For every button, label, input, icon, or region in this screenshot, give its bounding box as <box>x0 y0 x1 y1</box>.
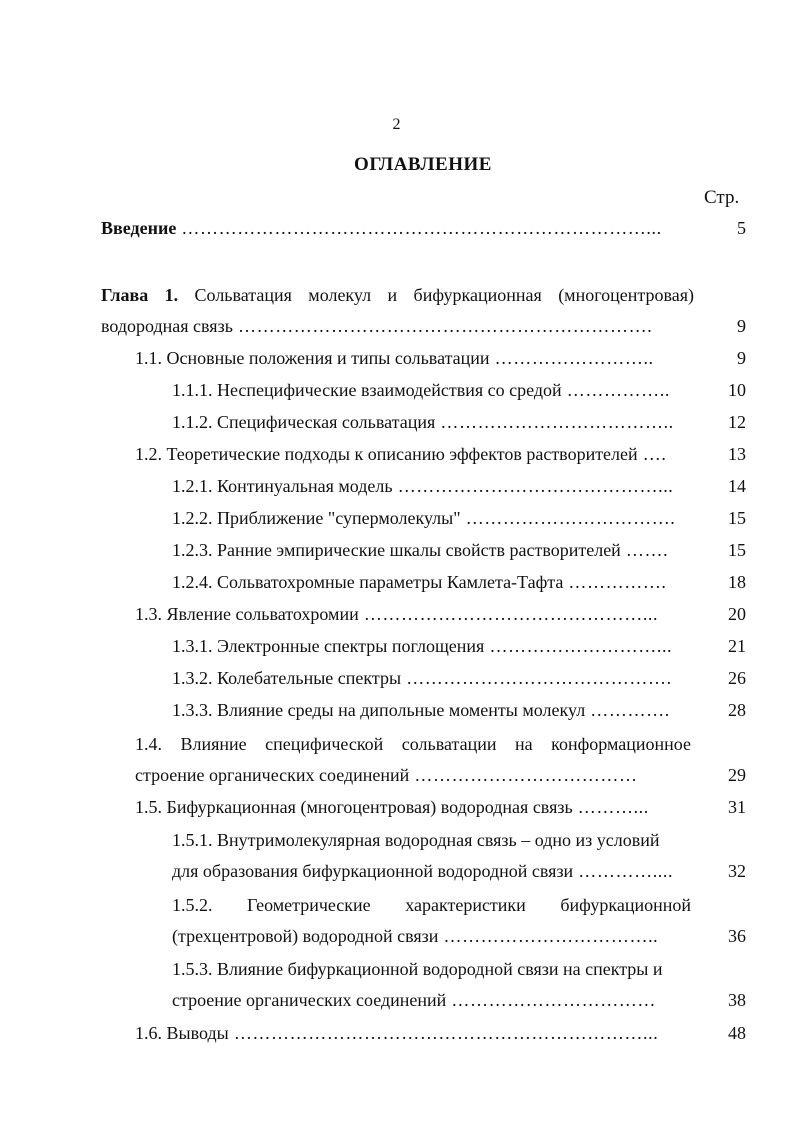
toc-page-number: 9 <box>737 348 746 368</box>
toc-page-number: 48 <box>728 1023 746 1043</box>
toc-page-number: 26 <box>728 668 746 688</box>
toc-entry-1-6 <box>135 1020 697 1046</box>
toc-entry-text: 1.5. Бифуркационная (многоцентровая) водородная связь <box>135 797 573 817</box>
toc-entry-1-1 <box>135 345 695 371</box>
toc-leader-dots: …………. <box>585 700 670 720</box>
toc-entry-1-5-1 <box>172 827 697 853</box>
toc-entry-introduction <box>101 215 701 241</box>
toc-entry-1-5 <box>135 794 697 820</box>
toc-page-number: 21 <box>728 636 746 656</box>
toc-page-number: 15 <box>728 540 746 560</box>
toc-entry-1-5-3-cont <box>172 987 697 1013</box>
toc-entry-1-2-4 <box>172 569 697 595</box>
toc-leader-dots: ………………………... <box>484 636 673 656</box>
toc-leader-dots: ………………………………………... <box>358 604 659 624</box>
toc-entry-text: Сольватация молекул и бифуркационная (многоцентровая) <box>194 285 694 305</box>
toc-entry-1-5-1-cont <box>172 858 697 884</box>
toc-entry-text: 1.2.1. Континуальная модель <box>172 476 393 496</box>
toc-entry-text: Введение <box>101 218 177 238</box>
toc-entry-text: 1.2. Теоретические подходы к описанию эффектов растворителей <box>135 444 638 464</box>
toc-entry-1-5-2-cont <box>172 923 697 949</box>
toc-entry-text: (трехцентровой) водородной связи <box>172 926 439 946</box>
toc-entry-text: 1.1. Основные положения и типы сольватации <box>135 348 490 368</box>
toc-entry-text: 1.5.2. Геометрические характеристики бифуркационной <box>172 895 691 915</box>
toc-page-number: 32 <box>728 861 746 881</box>
toc-leader-dots: …………………….. <box>489 348 654 368</box>
toc-entry-text: 1.3.2. Колебательные спектры <box>172 668 402 688</box>
toc-entry-1-2-2 <box>172 505 697 531</box>
toc-entry-1-1-1 <box>172 377 697 403</box>
toc-leader-dots: …………………………………………………………………... <box>176 218 662 238</box>
toc-entry-text: 1.3. Явление сольватохромии <box>135 604 359 624</box>
toc-page-number: 29 <box>728 765 746 785</box>
toc-leader-dots: ……………………………………... <box>392 476 674 496</box>
toc-entry-text: 1.5.1. Внутримолекулярная водородная связь – одно из условий <box>172 830 660 850</box>
toc-leader-dots: ……………………………………. <box>401 668 672 688</box>
toc-entry-1-5-2 <box>172 892 691 918</box>
toc-entry-text: строение органических соединений <box>172 990 447 1010</box>
toc-entry-1-4 <box>135 731 691 757</box>
toc-page-number: 20 <box>728 604 746 624</box>
toc-entry-text: 1.6. Выводы <box>135 1023 229 1043</box>
toc-entry-text: 1.1.2. Специфическая сольватация <box>172 412 436 432</box>
toc-leader-dots: ………... <box>572 797 649 817</box>
toc-leader-dots: …………………………………………………………. <box>232 316 653 336</box>
toc-page-number: 31 <box>728 797 746 817</box>
toc-entry-1-3 <box>135 601 697 627</box>
toc-entry-text: 1.5.3. Влияние бифуркационной водородной связи на спектры и <box>172 959 663 979</box>
toc-leader-dots: ……………………………….. <box>435 412 674 432</box>
toc-entry-1-4-cont <box>135 762 697 788</box>
toc-page-number: 14 <box>728 476 746 496</box>
toc-page-number: 9 <box>737 316 746 336</box>
page-number: 2 <box>392 116 401 133</box>
toc-page-number: 10 <box>728 380 746 400</box>
toc-entry-text: для образования бифуркационной водородной связи <box>172 861 574 881</box>
toc-entry-text: 1.1.1. Неспецифические взаимодействия со средой <box>172 380 562 400</box>
toc-leader-dots: ……………………………… <box>409 765 638 785</box>
toc-entry-1-3-1 <box>172 633 697 659</box>
toc-entry-text: 1.3.3. Влияние среды на дипольные моменты молекул <box>172 700 586 720</box>
toc-entry-chapter-1 <box>101 282 694 308</box>
toc-leader-dots: …………….. <box>561 380 670 400</box>
page-title: ОГЛАВЛЕНИЕ <box>354 154 492 175</box>
toc-leader-dots: ………….... <box>573 861 674 881</box>
toc-page-number: 18 <box>728 572 746 592</box>
toc-entry-1-3-3 <box>172 697 697 723</box>
toc-leader-dots: ……………………………. <box>460 508 676 528</box>
toc-page-number: 15 <box>728 508 746 528</box>
toc-entry-text: 1.2.2. Приближение "супермолекулы" <box>172 508 461 528</box>
toc-leader-dots: …. <box>637 444 667 464</box>
toc-leader-dots: …………………………… <box>446 990 657 1010</box>
toc-entry-text: 1.4. Влияние специфической сольватации на конформационное <box>135 734 691 754</box>
toc-entry-text: 1.3.1. Электронные спектры поглощения <box>172 636 485 656</box>
toc-page-number: 28 <box>728 700 746 720</box>
chapter-label: Глава 1. <box>101 285 179 305</box>
toc-entry-1-2-1 <box>172 473 697 499</box>
page-column-label: Стр. <box>704 187 740 208</box>
toc-entry-text: 1.2.3. Ранние эмпирические шкалы свойств растворителей <box>172 540 621 560</box>
toc-page-number: 36 <box>728 926 746 946</box>
toc-page-number: 13 <box>728 444 746 464</box>
toc-entry-chapter-1-cont <box>101 313 701 339</box>
toc-page-number: 38 <box>728 990 746 1010</box>
toc-entry-1-2 <box>135 441 697 467</box>
toc-leader-dots: ……………. <box>563 572 667 592</box>
toc-entry-1-2-3 <box>172 537 697 563</box>
toc-entry-text: водородная связь <box>101 316 233 336</box>
toc-page-number: 5 <box>737 218 746 238</box>
toc-leader-dots: ……. <box>620 540 669 560</box>
toc-leader-dots: …………………………….. <box>438 926 659 946</box>
toc-entry-1-1-2 <box>172 409 697 435</box>
toc-entry-1-3-2 <box>172 665 697 691</box>
toc-entry-text: строение органических соединений <box>135 765 410 785</box>
toc-leader-dots: …………………………………………………………... <box>228 1023 659 1043</box>
toc-entry-1-5-3 <box>172 956 697 982</box>
toc-page-number: 12 <box>728 412 746 432</box>
toc-entry-text: 1.2.4. Сольватохромные параметры Камлета-Тафта <box>172 572 564 592</box>
